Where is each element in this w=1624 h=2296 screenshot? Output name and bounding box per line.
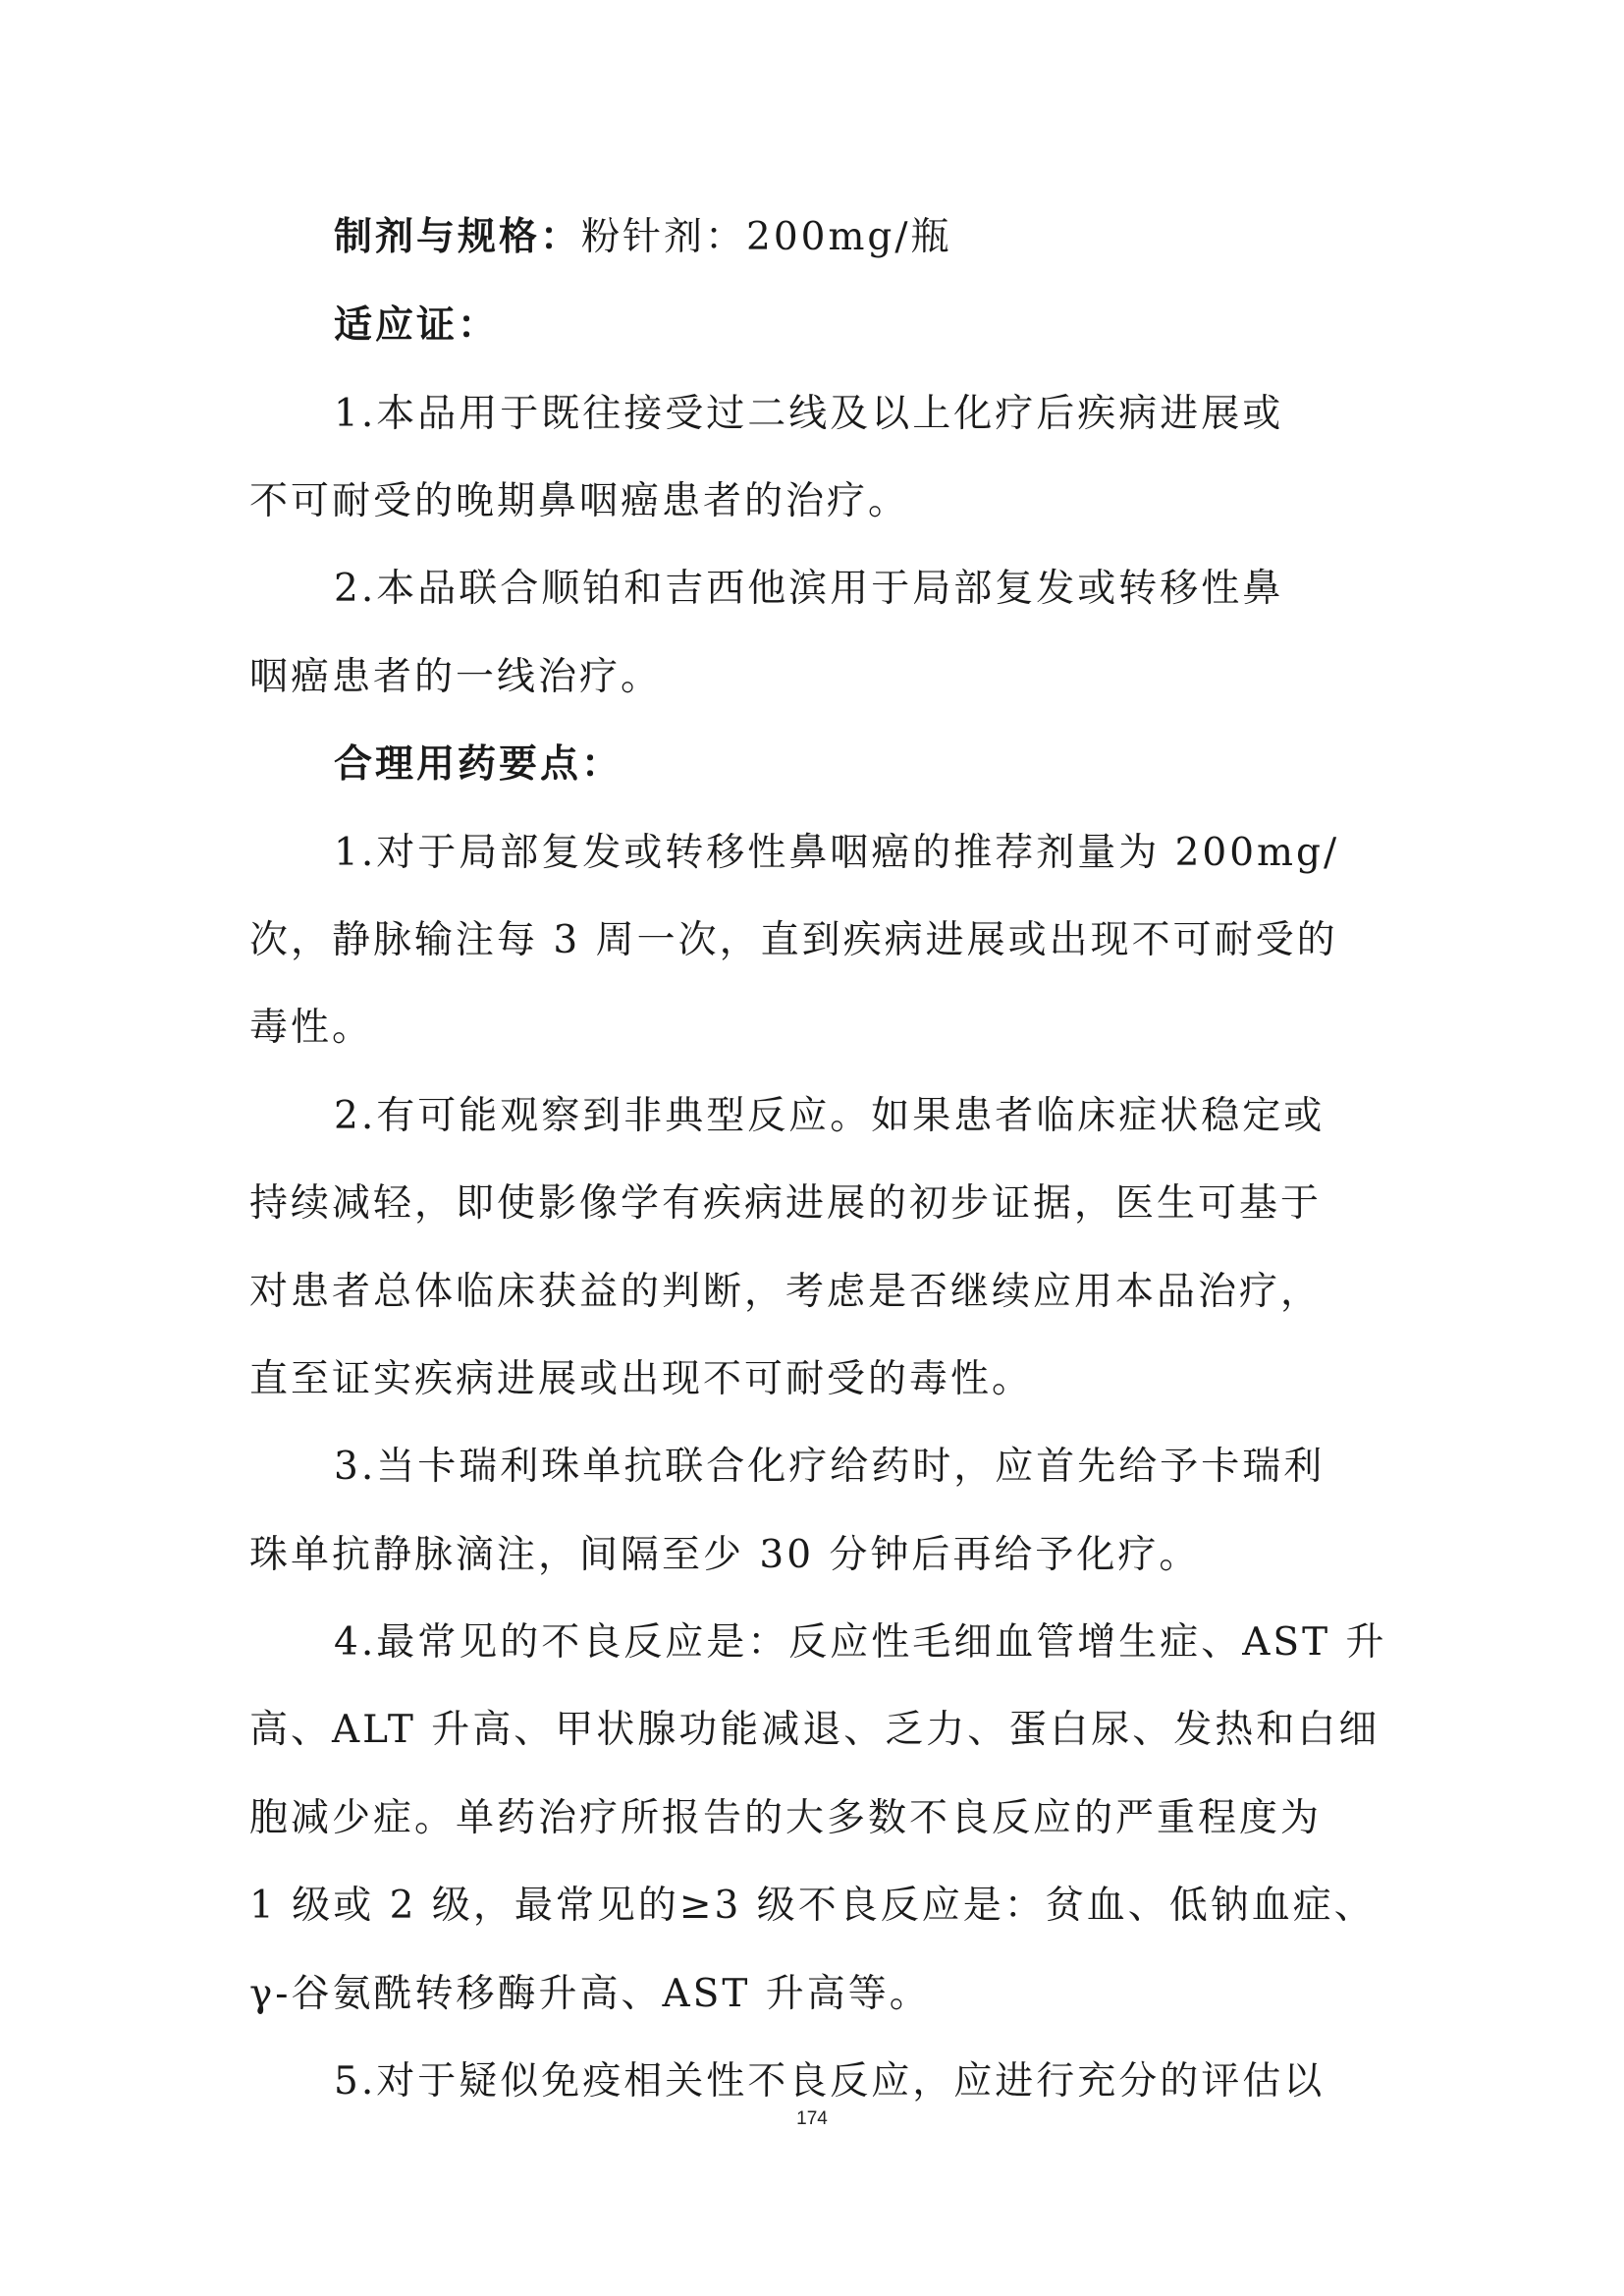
usage-line: 次，静脉输注每 3 周一次，直到疾病进展或出现不可耐受的 — [249, 918, 1338, 962]
usage-line: 3.当卡瑞利珠单抗联合化疗给药时，应首先给予卡瑞利 — [334, 1445, 1326, 1489]
page-number: 174 — [796, 2108, 828, 2129]
spec-label: 制剂与规格： — [334, 215, 582, 259]
indication-line: 咽癌患者的一线治疗。 — [249, 655, 663, 699]
usage-line: 1 级或 2 级，最常见的≥3 级不良反应是：贫血、低钠血症、 — [249, 1884, 1376, 1928]
usage-line: 高、ALT 升高、甲状腺功能减退、乏力、蛋白尿、发热和白细 — [249, 1708, 1380, 1752]
indication-line: 不可耐受的晚期鼻咽癌患者的治疗。 — [249, 479, 910, 523]
usage-line: 4.最常见的不良反应是：反应性毛细血管增生症、AST 升 — [334, 1620, 1387, 1665]
usage-line: 珠单抗静脉滴注，间隔至少 30 分钟后再给予化疗。 — [249, 1533, 1201, 1577]
indication-line: 1.本品用于既往接受过二线及以上化疗后疾病进展或 — [334, 392, 1284, 436]
usage-line: 5.对于疑似免疫相关性不良反应，应进行充分的评估以 — [334, 2059, 1326, 2104]
usage-line: γ-谷氨酰转移酶升高、AST 升高等。 — [249, 1972, 931, 2016]
spec-line — [334, 214, 952, 261]
usage-heading: 合理用药要点： — [334, 742, 623, 787]
usage-line: 直至证实疾病进展或出现不可耐受的毒性。 — [249, 1357, 1034, 1401]
indications-heading: 适应证： — [334, 303, 500, 348]
usage-line: 对患者总体临床获益的判断，考虑是否继续应用本品治疗， — [249, 1270, 1323, 1314]
usage-line: 1.对于局部复发或转移性鼻咽癌的推荐剂量为 200mg/ — [334, 831, 1340, 875]
spec-text: 粉针剂：200mg/瓶 — [581, 215, 952, 259]
usage-line: 2.有可能观察到非典型反应。如果患者临床症状稳定或 — [334, 1094, 1326, 1138]
usage-line: 持续减轻，即使影像学有疾病进展的初步证据，医生可基于 — [249, 1181, 1323, 1226]
usage-line: 胞减少症。单药治疗所报告的大多数不良反应的严重程度为 — [249, 1796, 1323, 1840]
indication-line: 2.本品联合顺铂和吉西他滨用于局部复发或转移性鼻 — [334, 567, 1284, 611]
usage-line: 毒性。 — [249, 1006, 374, 1050]
